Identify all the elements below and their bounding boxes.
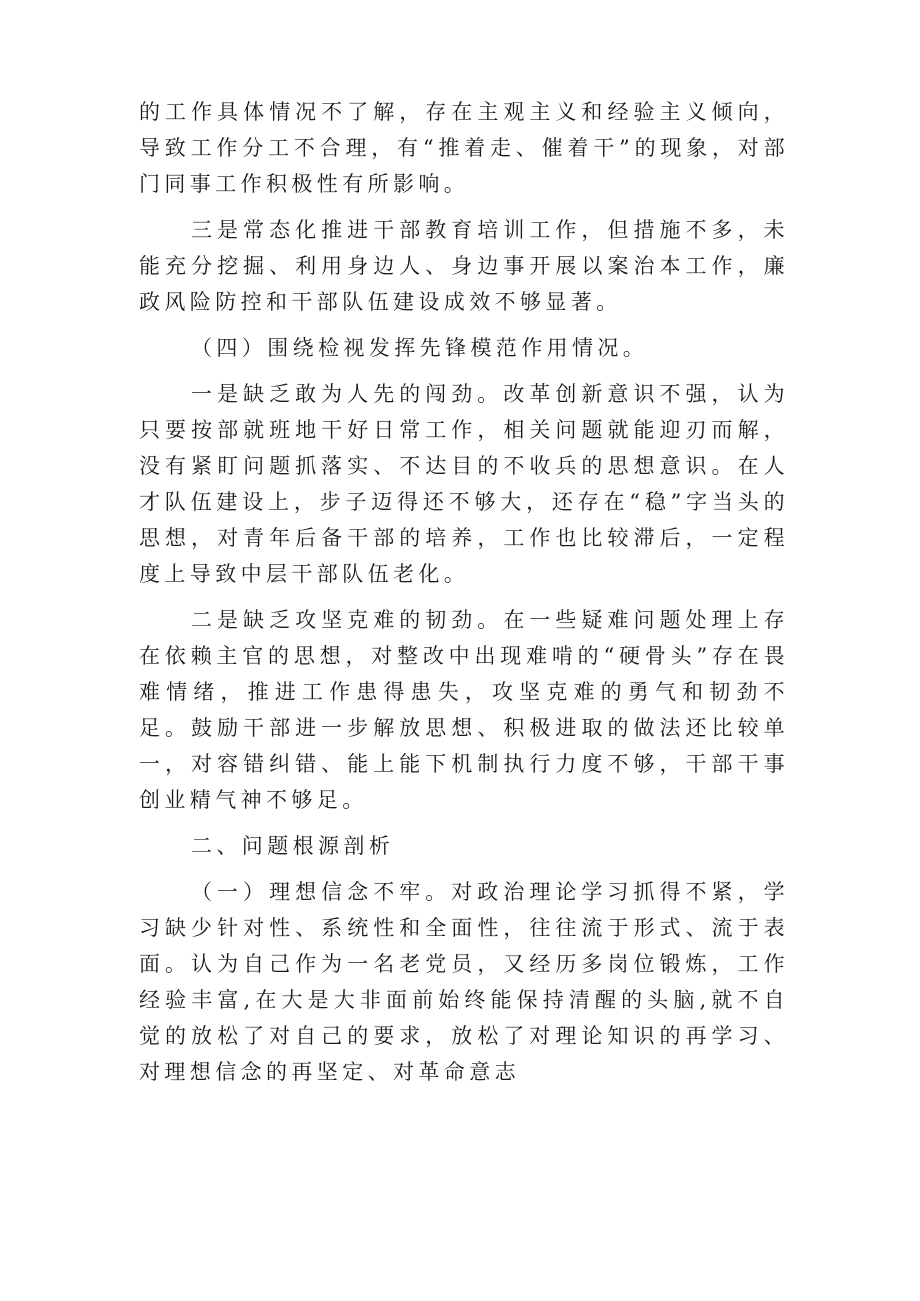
paragraph-pioneering-spirit: 一是缺乏敢为人先的闯劲。改革创新意识不强，认为只要按部就班地干好日常工作，相关问题就能迎刃而解，没有紧盯问题抓落实、不达目的不收兵的思想意识。在人才队伍建设上，步子迈得还不够大，还存在“稳”字当头的思想，对青年后备干部的培养，工作也比较滞后，一定程度上导致中层干部队伍老化。 [139,382,789,586]
document-body [139,94,789,1100]
paragraph-continuation: 的工作具体情况不了解，存在主观主义和经验主义倾向，导致工作分工不合理，有“推着走、催着干”的现象，对部门同事工作积极性有所影响。 [139,100,789,196]
paragraph-tenacity: 二是缺乏攻坚克难的韧劲。在一些疑难问题处理上存在依赖主官的思想，对整改中出现难啃的“硬骨头”存在畏难情绪，推进工作患得患失，攻坚克难的勇气和韧劲不足。鼓励干部进一步解放思想、积极进取的做法还比较单一，对容错纠错、能上能下机制执行力度不够，干部干事创业精气神不够足。 [139,608,789,812]
section-heading-root-cause: 二、问题根源剖析 [191,834,395,858]
paragraph-training: 三是常态化推进干部教育培训工作，但措施不多，未能充分挖掘、利用身边人、身边事开展以案治本工作，廉政风险防控和干部队伍建设成效不够显著。 [139,218,789,314]
paragraph-ideals-belief: （一）理想信念不牢。对政治理论学习抓得不紧，学习缺少针对性、系统性和全面性，往往流于形式、流于表面。认为自己作为一名老党员，又经历多岗位锻炼，工作经验丰富,在大是大非面前始终能保持清醒的头脑,就不自觉的放松了对自己的要求，放松了对理论知识的再学习、对理想信念的再坚定、对革命意志 [139,880,789,1084]
section-heading-vanguard: （四）围绕检视发挥先锋模范作用情况。 [191,336,649,360]
